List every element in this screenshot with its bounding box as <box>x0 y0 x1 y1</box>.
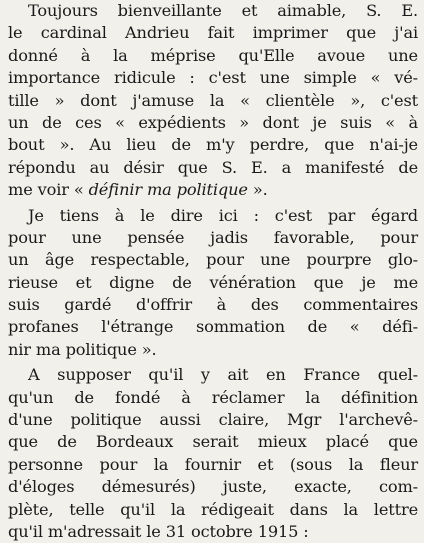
article-line <box>8 134 418 156</box>
text-segment: répondu au désir que S. E. a manifesté de <box>8 157 418 177</box>
text-segment: qu'il m'adressait le 31 octobre 1915 : <box>8 521 309 541</box>
article-line <box>8 294 418 316</box>
article-line <box>8 454 418 476</box>
text-segment: Toujours bienveillante et aimable, S. E. <box>28 1 418 20</box>
italic-phrase: définir ma politique <box>88 180 248 200</box>
text-segment: personne pour la fournir et (sous la fleur <box>8 454 418 474</box>
text-segment: d'une politique aussi claire, Mgr l'archevê- <box>8 410 418 430</box>
text-segment: qu'un de fondé à réclamer la définition <box>8 387 418 407</box>
article-line <box>8 476 418 498</box>
text-segment: que de Bordeaux serait mieux placé que <box>8 432 418 452</box>
article-line <box>8 339 418 361</box>
text-segment: rieuse et digne de vénération que je me <box>8 272 418 292</box>
article-line <box>8 67 418 89</box>
text-segment: Je tiens à le dire ici : c'est par égard <box>28 205 418 225</box>
text-segment: nir ma politique ». <box>8 339 157 359</box>
article-line <box>8 45 418 67</box>
text-segment: me voir « <box>8 180 89 200</box>
article-line <box>8 499 418 521</box>
text-segment: pour une pensée jadis favorable, pour <box>8 227 418 247</box>
article-line <box>8 157 418 179</box>
text-segment: profanes l'étrange sommation de « défi- <box>8 317 418 337</box>
article-line <box>8 364 418 386</box>
text-segment: A supposer qu'il y ait en France quel- <box>28 365 418 385</box>
article-line <box>8 90 418 112</box>
text-segment: un de ces « expédients » dont je suis « à <box>8 112 418 132</box>
article-line <box>8 272 418 294</box>
text-segment: donné à la méprise qu'Elle avoue une <box>8 45 418 65</box>
article-line <box>8 387 418 409</box>
text-segment: le cardinal Andrieu fait imprimer que j'ai <box>8 23 418 43</box>
text-segment: plète, telle qu'il la rédigeait dans la lettre <box>8 499 418 519</box>
article-line <box>8 112 418 134</box>
article-line <box>8 0 418 22</box>
article-column <box>8 0 418 543</box>
text-segment: ». <box>247 180 268 200</box>
article-line <box>8 22 418 44</box>
article-line <box>8 205 418 227</box>
article-line <box>8 409 418 431</box>
text-segment: tille » dont j'amuse la « clientèle », c'est <box>8 90 418 110</box>
article-line <box>8 316 418 338</box>
article-line <box>8 179 418 201</box>
text-segment: suis gardé d'offrir à des commentaires <box>8 295 418 315</box>
text-segment: bout ». Au lieu de m'y perdre, que n'ai-je <box>8 135 418 155</box>
text-segment: un âge respectable, pour une pourpre glo- <box>8 250 418 270</box>
text-segment: d'éloges démesurés) juste, exacte, com- <box>8 477 418 497</box>
article-line <box>8 431 418 453</box>
article-line <box>8 249 418 271</box>
article-line <box>8 521 418 543</box>
article-line <box>8 227 418 249</box>
text-segment: importance ridicule : c'est une simple « vé- <box>8 68 418 88</box>
